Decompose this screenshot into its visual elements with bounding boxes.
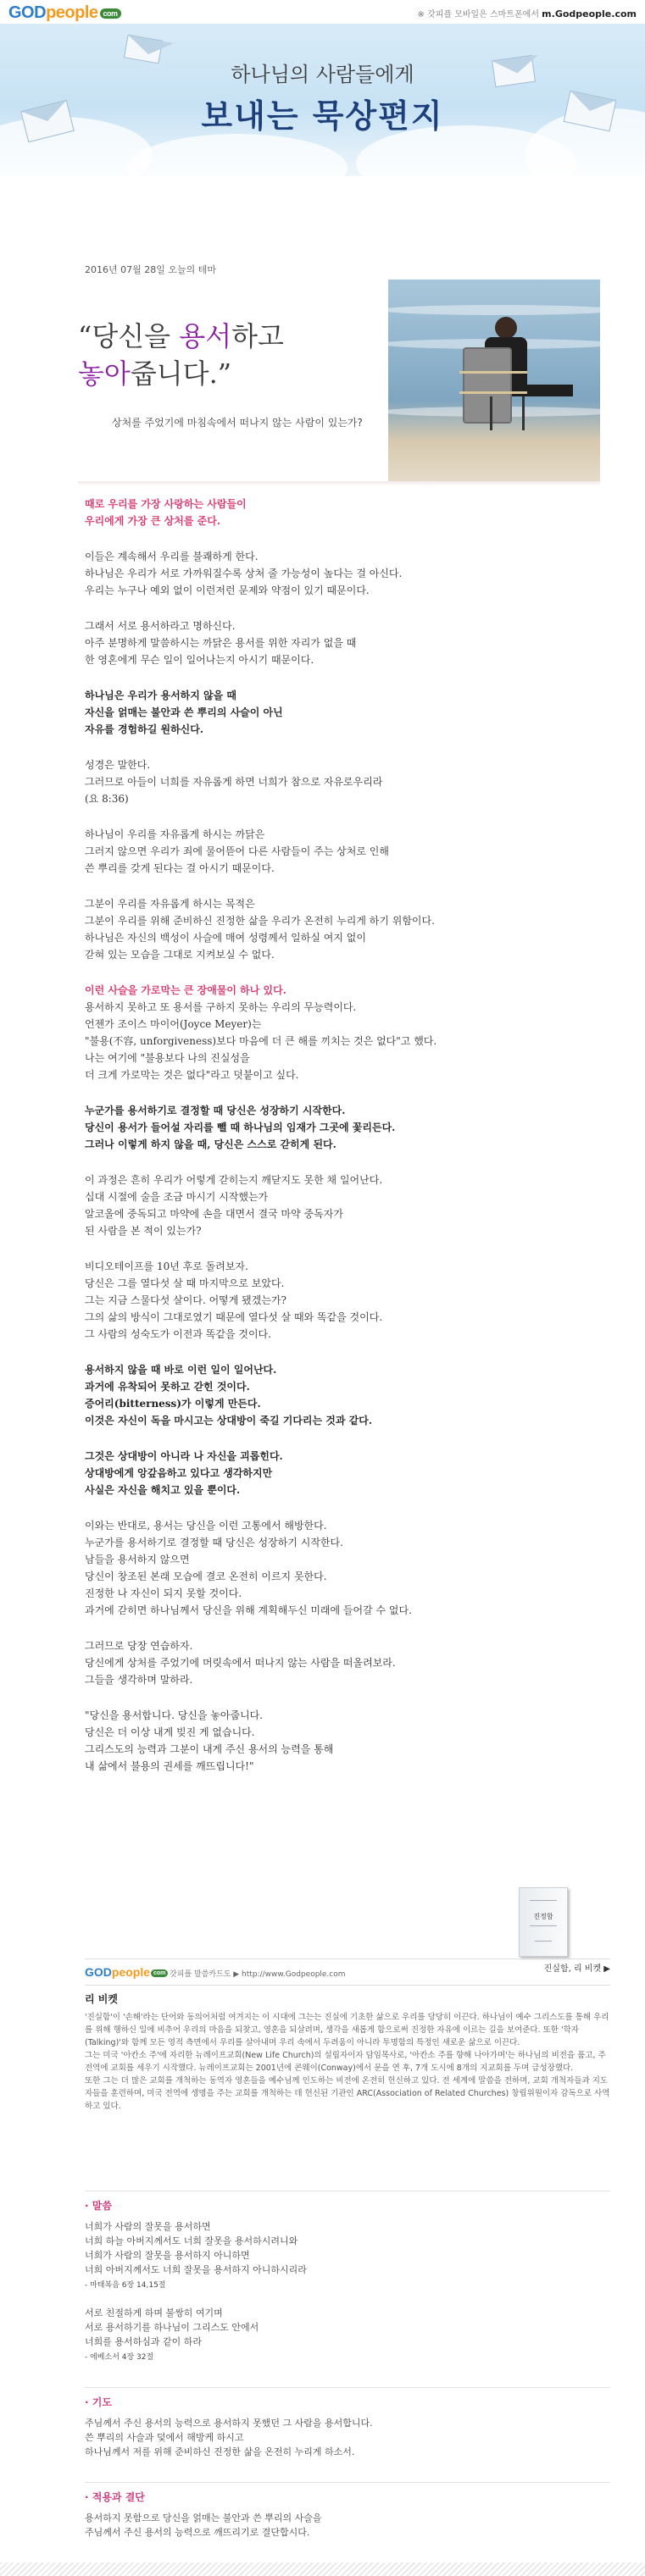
highlight-text: 이런 사슬을 가로막는 큰 장애물이 하나 있다.	[85, 984, 286, 996]
body-paragraph	[85, 496, 593, 529]
logo-god-text: GOD	[8, 3, 47, 22]
banner-subtitle: 하나님의 사람들에게	[231, 63, 414, 86]
letter-body	[85, 496, 593, 1793]
quote-highlight: 놓아	[78, 357, 131, 390]
rope	[459, 371, 527, 374]
godpeople-logo[interactable]	[8, 3, 121, 23]
quote-text: 하고	[231, 320, 284, 352]
scripture-ref: - 에베소서 4장 32절	[85, 2353, 154, 2362]
prayer-text: 주님께서 주신 용서의 능력으로 용서하지 못했던 그 사람을 용서합니다. 쓴 뿌리의 사슬과 덫에서 해방케 하시고 하나님께서 저를 위해 준비하신 진정한 삶을 온전히 누리게 하소서.	[85, 2418, 373, 2457]
wave-decoration	[388, 305, 600, 315]
body-paragraph: 이들은 계속해서 우리를 불쾌하게 한다. 하나님은 우리가 서로 가까워질수록 상처 줄 가능성이 높다는 걸 아신다. 우리는 누구나 예외 없이 이런저런 문제와 약점이 있기 때문이다.	[85, 551, 403, 596]
hero-photo	[388, 280, 600, 481]
body-paragraph: 하나님이 우리를 자유롭게 하시는 까닭은 그러지 않으면 우리가 죄에 물어뜯어 다른 사람들이 주는 상처로 인해 쓴 뿌리를 갖게 된다는 걸 아시기 때문이다.	[85, 828, 389, 874]
scripture-ref: - 마태복음 6장 14,15절	[85, 2281, 166, 2290]
section-heading: · 기도	[85, 2396, 610, 2409]
footer-pattern	[0, 2562, 645, 2576]
body-paragraph: 누군가를 용서하기로 결정할 때 당신은 성장하기 시작한다. 당신이 용서가 들어설 자리를 뺄 때 하나님의 임재가 그곳에 꽃리든다. 그러나 이렇게 하지 않을 때, 당신은 스스로 갇히게 된다.	[85, 1105, 396, 1150]
body-paragraph: 그래서 서로 용서하라고 명하신다. 아주 분명하게 말씀하시는 까닭은 용서를 위한 자리가 없을 때 한 영혼에게 무슨 일이 일어나는지 아시기 때문이다.	[85, 620, 357, 666]
author-section	[85, 1992, 610, 2113]
logo-com-badge: com	[100, 8, 121, 19]
scripture-text: 서로 친절하게 하며 불쌍히 여기며 서로 용서하기를 하나님이 그리스도 안에서 너희를 용서하심과 같이 하라	[85, 2307, 259, 2347]
body-paragraph: 이 과정은 흔히 우리가 어렇게 갇히는지 깨닫지도 못한 채 일어난다. 십대 시절에 술을 조금 마시기 시작했는가 알코올에 중독되고 마약에 손을 대면서 결국 마약 중독자가 된 사람을 본 적이 있는가?	[85, 1174, 383, 1237]
divider	[78, 481, 600, 486]
body-paragraph: 하나님은 우리가 용서하지 않을 때 자신을 얽매는 불안과 쓴 뿌리의 사슬이 아닌 자유를 경험하길 원하신다.	[85, 690, 283, 735]
body-paragraph: 비디오테이프를 10년 후로 돌려보자. 당신은 그를 열다섯 살 때 마지막으로 보았다. 그는 지금 스물다섯 살이다. 어떻게 됐겠는가? 그의 삶의 방식이 그대로였기 때문에 열다섯 살 때와 똑같을 것이다. 그 사람의 성숙도가 이전과 똑같을 것이다.	[85, 1260, 383, 1340]
mobile-notice[interactable]	[417, 7, 637, 19]
application-text: 용서하지 못함으로 당신을 얽매는 불안과 쓴 뿌리의 사슬을 주님께서 주신 용서의 능력으로 깨뜨리기로 결단합시다.	[85, 2512, 322, 2538]
banner	[0, 24, 645, 176]
section-heading: · 적용과 결단	[85, 2490, 610, 2504]
hero-quote	[78, 318, 383, 392]
divider	[85, 2387, 610, 2388]
hero-section	[78, 280, 600, 481]
section-heading: · 말씀	[85, 2199, 610, 2213]
body-paragraph: 그것은 상대방이 아니라 나 자신을 괴롭힌다. 상대방에게 앙갚음하고 있다고 생각하지만 사실은 자신을 해치고 있을 뿐이다.	[85, 1450, 283, 1496]
scripture-text: 너희가 사람의 잘못을 용서하면 너희 하늘 아버지께서도 너희 잘못을 용서하시려니와 너희가 사람의 잘못을 용서하지 아니하면 너희 아버지께서도 너희 잘못을 용서하지 아니하시리라	[85, 2221, 307, 2275]
book-decoration	[530, 1900, 557, 1901]
quote-highlight: 용서	[179, 320, 232, 352]
top-bar	[0, 0, 645, 25]
date-line: 2016년 07월 28일 오늘의 테마	[85, 264, 216, 275]
mobile-notice-text: ※ 갓피플 모바일은 스마트폰에서	[417, 10, 539, 19]
body-paragraph: 그러므로 당장 연습하자. 당신에게 상처를 주었기에 머릿속에서 떠나지 않는 사람을 떠올려보라. 그들을 생각하며 말하라.	[85, 1640, 396, 1686]
prayer-section	[85, 2396, 610, 2459]
word-section	[85, 2199, 610, 2364]
logo-people-text: people	[46, 3, 98, 22]
chair-leg	[490, 396, 492, 430]
author-bio: '진실함'이 '손해'라는 단어와 동의어처럼 여겨지는 이 시대에 그는는 진실에 기초한 삶으로 우리를 당당히 이끈다. 하나님이 예수 그리스도를 통해 우리를 위해 행하신 일에 비추어 우리의 마음을 되찾고, 영혼을 되살려며, 생각을 새롭게 함으로써 진정한 자유에 이르는 길을 보여준다. 또한 '학자(Talking)'와 함께 모든 영적 측면에서 우리를 살아내며 우리 속에서 두려움이 아니라 투명함의 특정인 새로운 삶으로 이끈다. 그는 미국 '아칸소 주'에 자리한 뉴레이프교회(New Life Church)의 설립자이자 담임목사로, '아칸소 주를 향해 나아가며'는 하나님의 비전을 품고, 주 전역에 교회를 세우기 시작했다. 뉴레이프교회는 2001년에 콘웨이(Conway)에서 문을 연 후, 7개 도시에 8개의 지교회를 두며 급성장했다. 또한 그는 더 많은 교회를 개척하는 동역자 영혼들을 예수님께 인도하는 비전에 온전히 헌신하고 있다. 전 세계에 말씀을 전하며, 교회 개척자들과 지도자들을 훈련하며, 미국 전역에 생명을 주는 교회를 개척하는 데 헌신된 기관인 ARC(Association of Related Churches) 창립위원이자 감독으로 사역하고 있다.	[85, 2013, 610, 2111]
book-title: 진정함	[533, 1913, 553, 1920]
highlight-text: 때로 우리를 가장 사랑하는 사람들이 우리에게 가장 큰 상처를 준다.	[85, 498, 247, 527]
logo-com-badge: com	[151, 1969, 168, 1977]
body-paragraph: 성경은 말한다. 그러므로 아들이 너희를 자유롭게 하면 너희가 참으로 자유로우리라 (요 8:36)	[85, 759, 383, 805]
logo-people-text: people	[111, 1965, 151, 1979]
body-paragraph: 용서하지 않을 때 바로 이런 일이 일어난다. 과거에 유착되어 못하고 갇힌 것이다. 증어리(bitterness)가 이렇게 만든다. 이것은 자신이 독을 마시고는 상대방이 죽길 기다리는 것과 같다.	[85, 1364, 372, 1426]
hero-caption: 상처를 주었기에 마침속에서 떠나지 않는 사람이 있는가?	[112, 417, 363, 429]
logo-god-text: GOD	[85, 1965, 112, 1979]
body-paragraph: 이와는 반대로, 용서는 당신을 이런 고통에서 해방한다. 누군가를 용서하기로 결정할 때 당신은 성장하기 시작한다. 남들을 용서하지 않으면 당신이 창조된 본래 모습에 결코 온전히 이르지 못한다. 진정한 나 자신이 되지 못할 것이다. 과거에 갇히면 하나님께서 당신을 위해 계획해두신 미래에 들어갈 수 없다.	[85, 1520, 412, 1616]
paragraph-text: 용서하지 못하고 또 용서를 구하지 못하는 우리의 무능력이다. 언젠가 조이스 마이어(Joyce Meyer)는 "불용(不容, unforgiveness)보다 마음에 더 큰 해를 끼치는 것은 없다"고 했다. 나는 여기에 "불용보다 나의 진실성을 더 크게 가로막는 것은 없다"라고 덧붙이고 싶다.	[85, 1001, 437, 1081]
stone-block	[463, 347, 512, 424]
banner-title: 보내는 묵상편지	[201, 97, 444, 135]
book-link[interactable]: 진실함, 리 비켓 ▶	[543, 1964, 610, 1974]
body-paragraph: 그분이 우리를 자유롭게 하시는 목적은 그분이 우리를 위해 준비하신 진정한 삶을 우리가 온전히 누리게 하기 위함이다. 하나님은 자신의 백성이 사슬에 매여 성령께서 일하실 여지 없이 갇혀 있는 모습을 그대로 지켜보실 수 없다.	[85, 898, 435, 961]
mobile-url-link[interactable]: m.Godpeople.com	[542, 8, 637, 19]
person-figure	[522, 385, 573, 396]
body-paragraph	[85, 982, 593, 1083]
person-figure	[495, 317, 517, 339]
chair-leg	[522, 396, 525, 430]
body-paragraph: "당신을 용서합니다. 당신을 놓아줍니다. 당신은 더 이상 내게 빚진 게 없습니다. 그리스도의 능력과 그분이 내게 주신 용서의 능력을 통해 내 삶에서 불용의 권세를 깨뜨립니다!"	[85, 1709, 334, 1772]
godpeople-logo[interactable]	[85, 1965, 168, 1979]
book-decoration	[535, 1941, 552, 1942]
author-name: 리 비켓	[85, 1993, 118, 2005]
rope	[459, 391, 527, 394]
book-cover[interactable]	[519, 1887, 568, 1957]
quote-text: 줍니다.”	[130, 357, 232, 390]
divider	[85, 2482, 610, 2483]
book-decoration	[530, 1925, 557, 1926]
application-section	[85, 2490, 610, 2540]
footer-link[interactable]: 갓피플 말씀카드도 ▶ http://www.Godpeople.com	[170, 1970, 346, 1979]
cloud-decoration	[127, 134, 348, 176]
quote-text: “당신을	[78, 320, 180, 352]
